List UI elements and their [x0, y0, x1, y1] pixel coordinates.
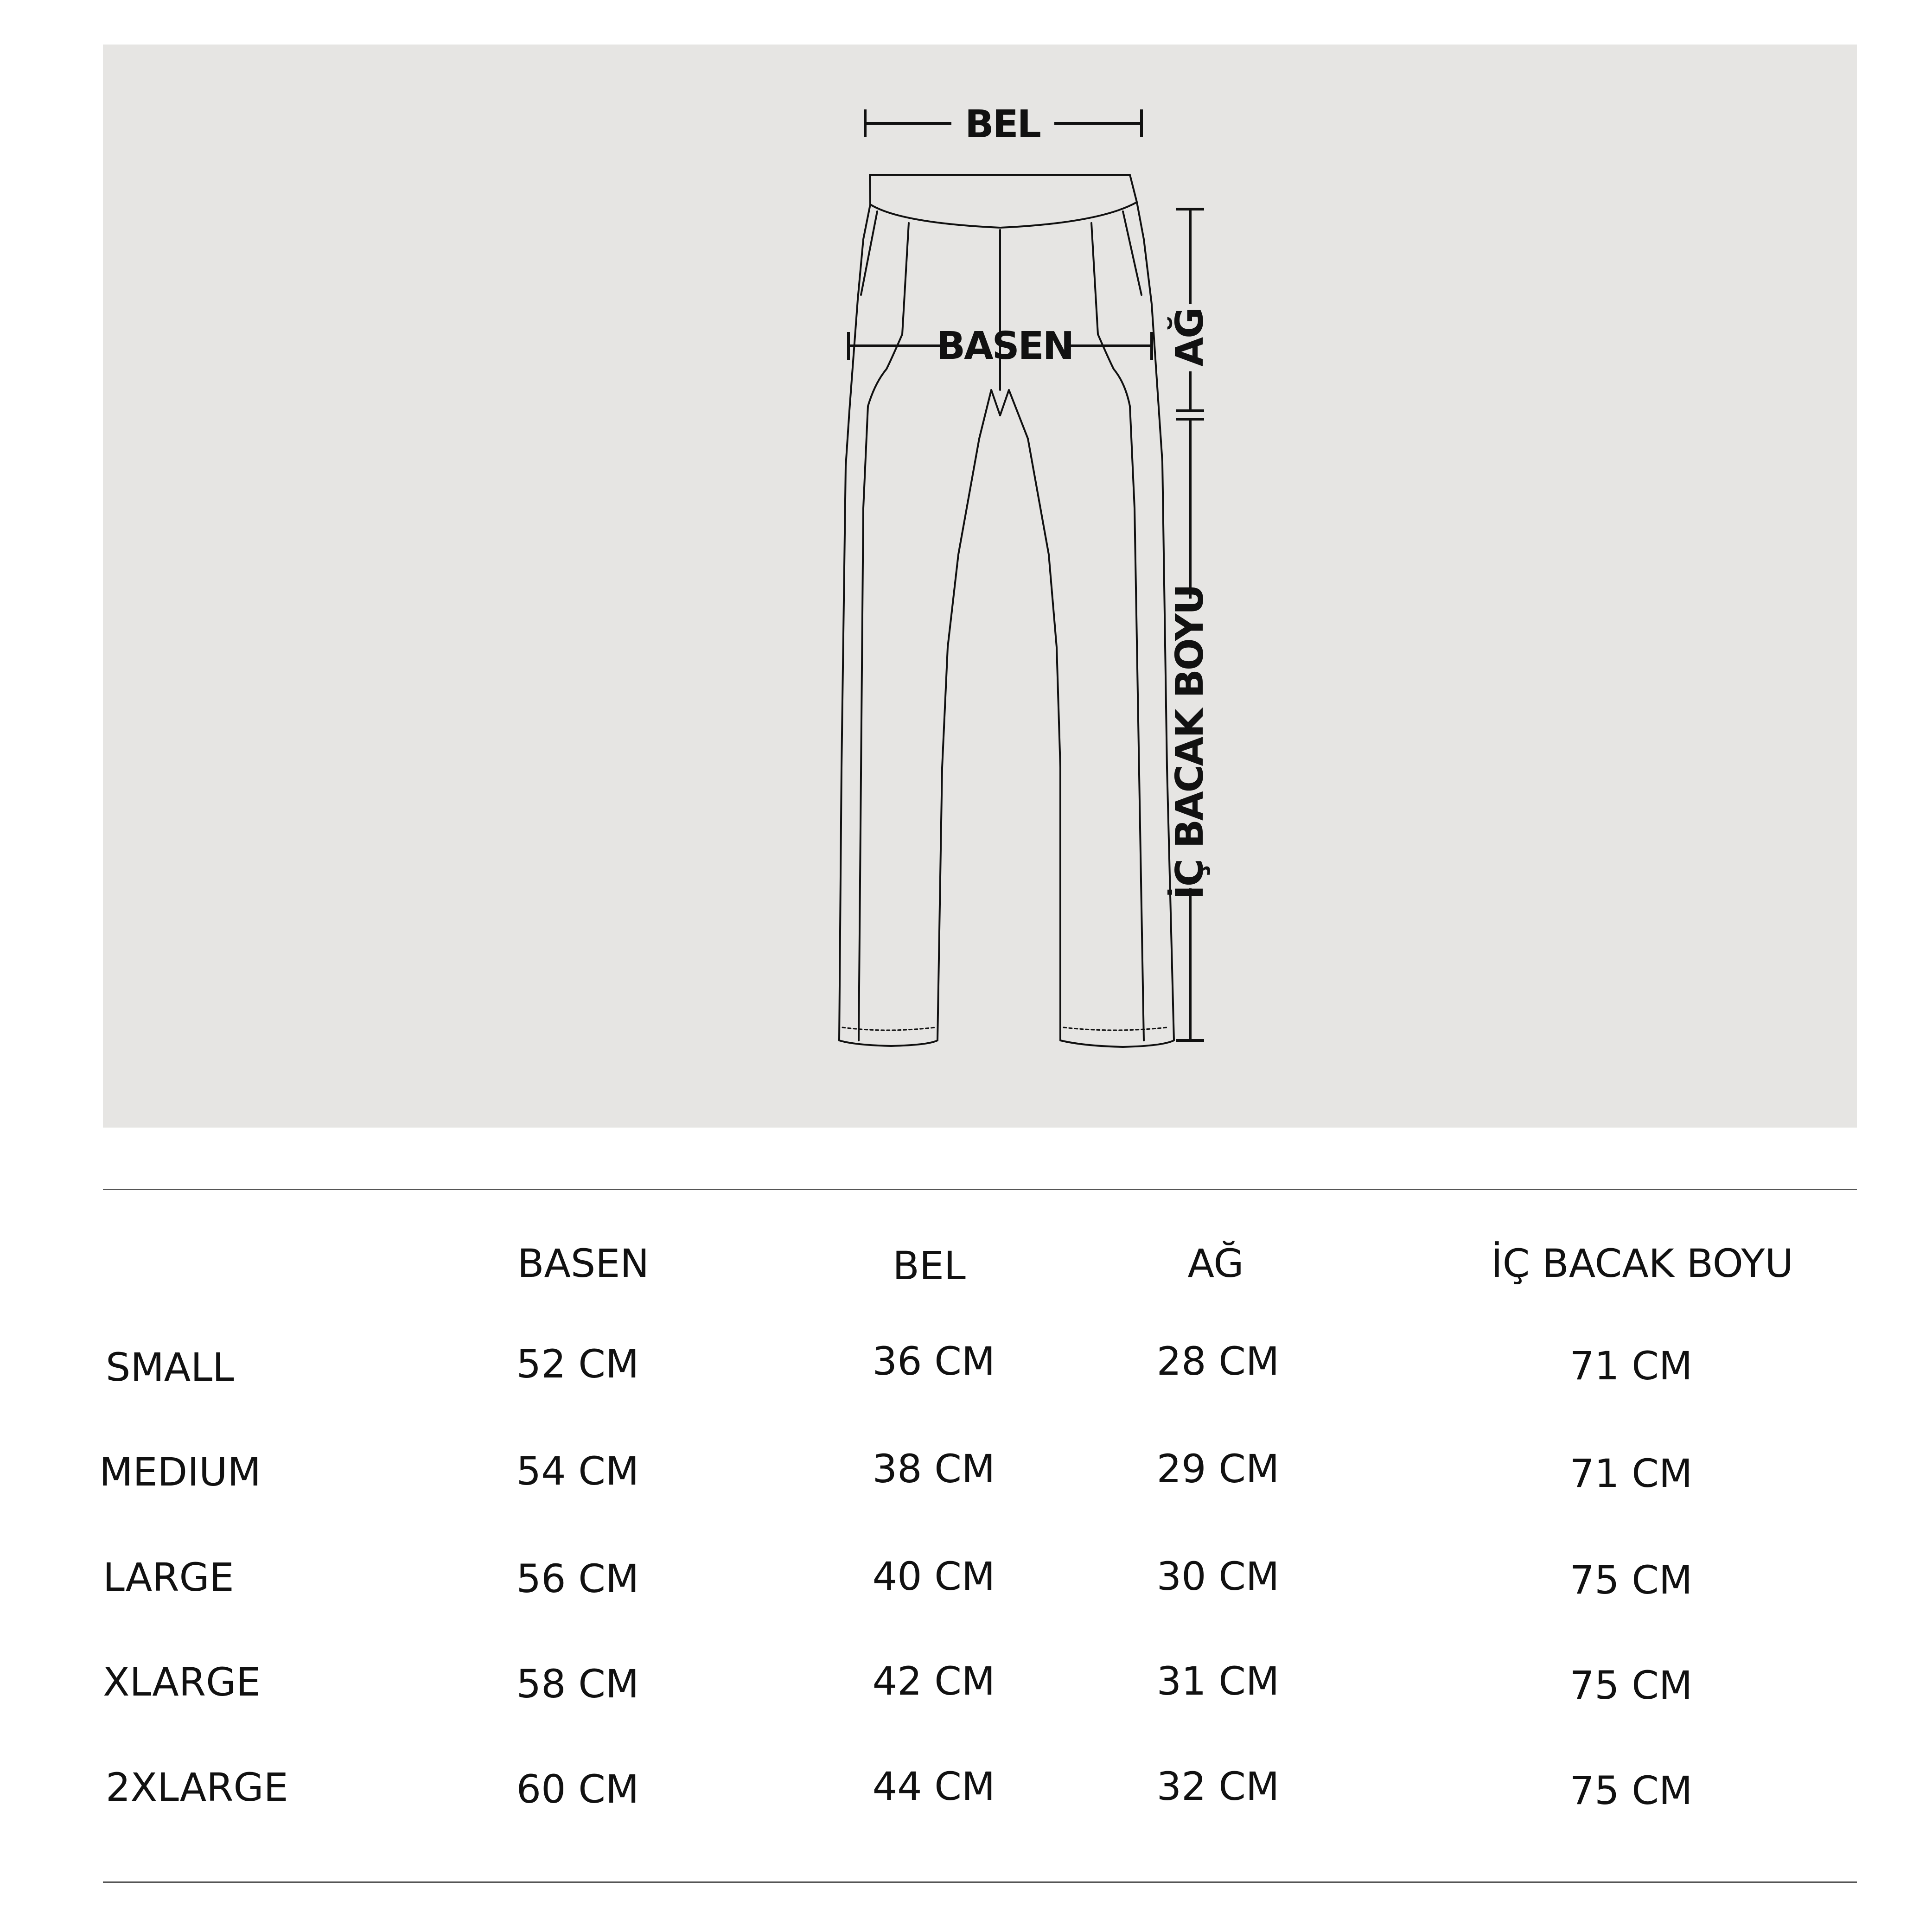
cell-ic-bacak-boyu: 75 CM: [1569, 1557, 1693, 1603]
table-bottom-rule: [103, 1881, 1857, 1883]
waistband: [870, 175, 1137, 228]
cell-basen: 52 CM: [516, 1341, 639, 1387]
row-size-small: SMALL: [106, 1345, 234, 1390]
cell-ic-bacak-boyu: 75 CM: [1569, 1663, 1693, 1708]
cell-ag: 30 CM: [1156, 1554, 1280, 1599]
cell-bel: 44 CM: [872, 1764, 995, 1809]
row-size-medium: MEDIUM: [99, 1449, 261, 1495]
left-pocket: [861, 211, 877, 295]
cell-ic-bacak-boyu: 71 CM: [1569, 1343, 1693, 1389]
table-top-rule: [103, 1189, 1857, 1190]
cell-basen: 58 CM: [516, 1661, 639, 1707]
cell-basen: 56 CM: [516, 1556, 639, 1601]
cell-bel: 42 CM: [872, 1658, 995, 1704]
left-hem-stitch: [842, 1027, 935, 1030]
cell-bel: 36 CM: [872, 1339, 995, 1384]
cell-ag: 31 CM: [1156, 1658, 1280, 1704]
header-basen: BASEN: [517, 1241, 650, 1286]
cell-basen: 60 CM: [516, 1766, 639, 1812]
row-size-xlarge: XLARGE: [103, 1659, 261, 1705]
cell-ag: 29 CM: [1156, 1446, 1280, 1492]
right-pocket: [1123, 211, 1141, 295]
header-bel: BEL: [893, 1243, 966, 1288]
cell-ic-bacak-boyu: 71 CM: [1569, 1451, 1693, 1496]
diagram-panel: [103, 45, 1857, 1128]
row-size-2xlarge: 2XLARGE: [106, 1765, 288, 1810]
cell-ag: 32 CM: [1156, 1764, 1280, 1809]
row-size-large: LARGE: [103, 1555, 234, 1600]
cell-basen: 54 CM: [516, 1448, 639, 1494]
header-ic-bacak-boyu: İÇ BACAK BOYU: [1491, 1241, 1794, 1286]
cell-bel: 40 CM: [872, 1554, 995, 1599]
pants-measurement-diagram: [103, 45, 1857, 1128]
waist-label: BEL: [965, 102, 1040, 147]
rise-label: AĞ: [1168, 308, 1212, 367]
pants-illustration: [839, 175, 1174, 1047]
inseam-label: İÇ BACAK BOYU: [1168, 585, 1212, 899]
cell-bel: 38 CM: [872, 1446, 995, 1492]
right-hem-stitch: [1064, 1027, 1167, 1030]
header-ag: AĞ: [1187, 1241, 1244, 1286]
cell-ag: 28 CM: [1156, 1339, 1280, 1384]
cell-ic-bacak-boyu: 75 CM: [1569, 1768, 1693, 1813]
hip-label: BASEN: [936, 324, 1073, 368]
